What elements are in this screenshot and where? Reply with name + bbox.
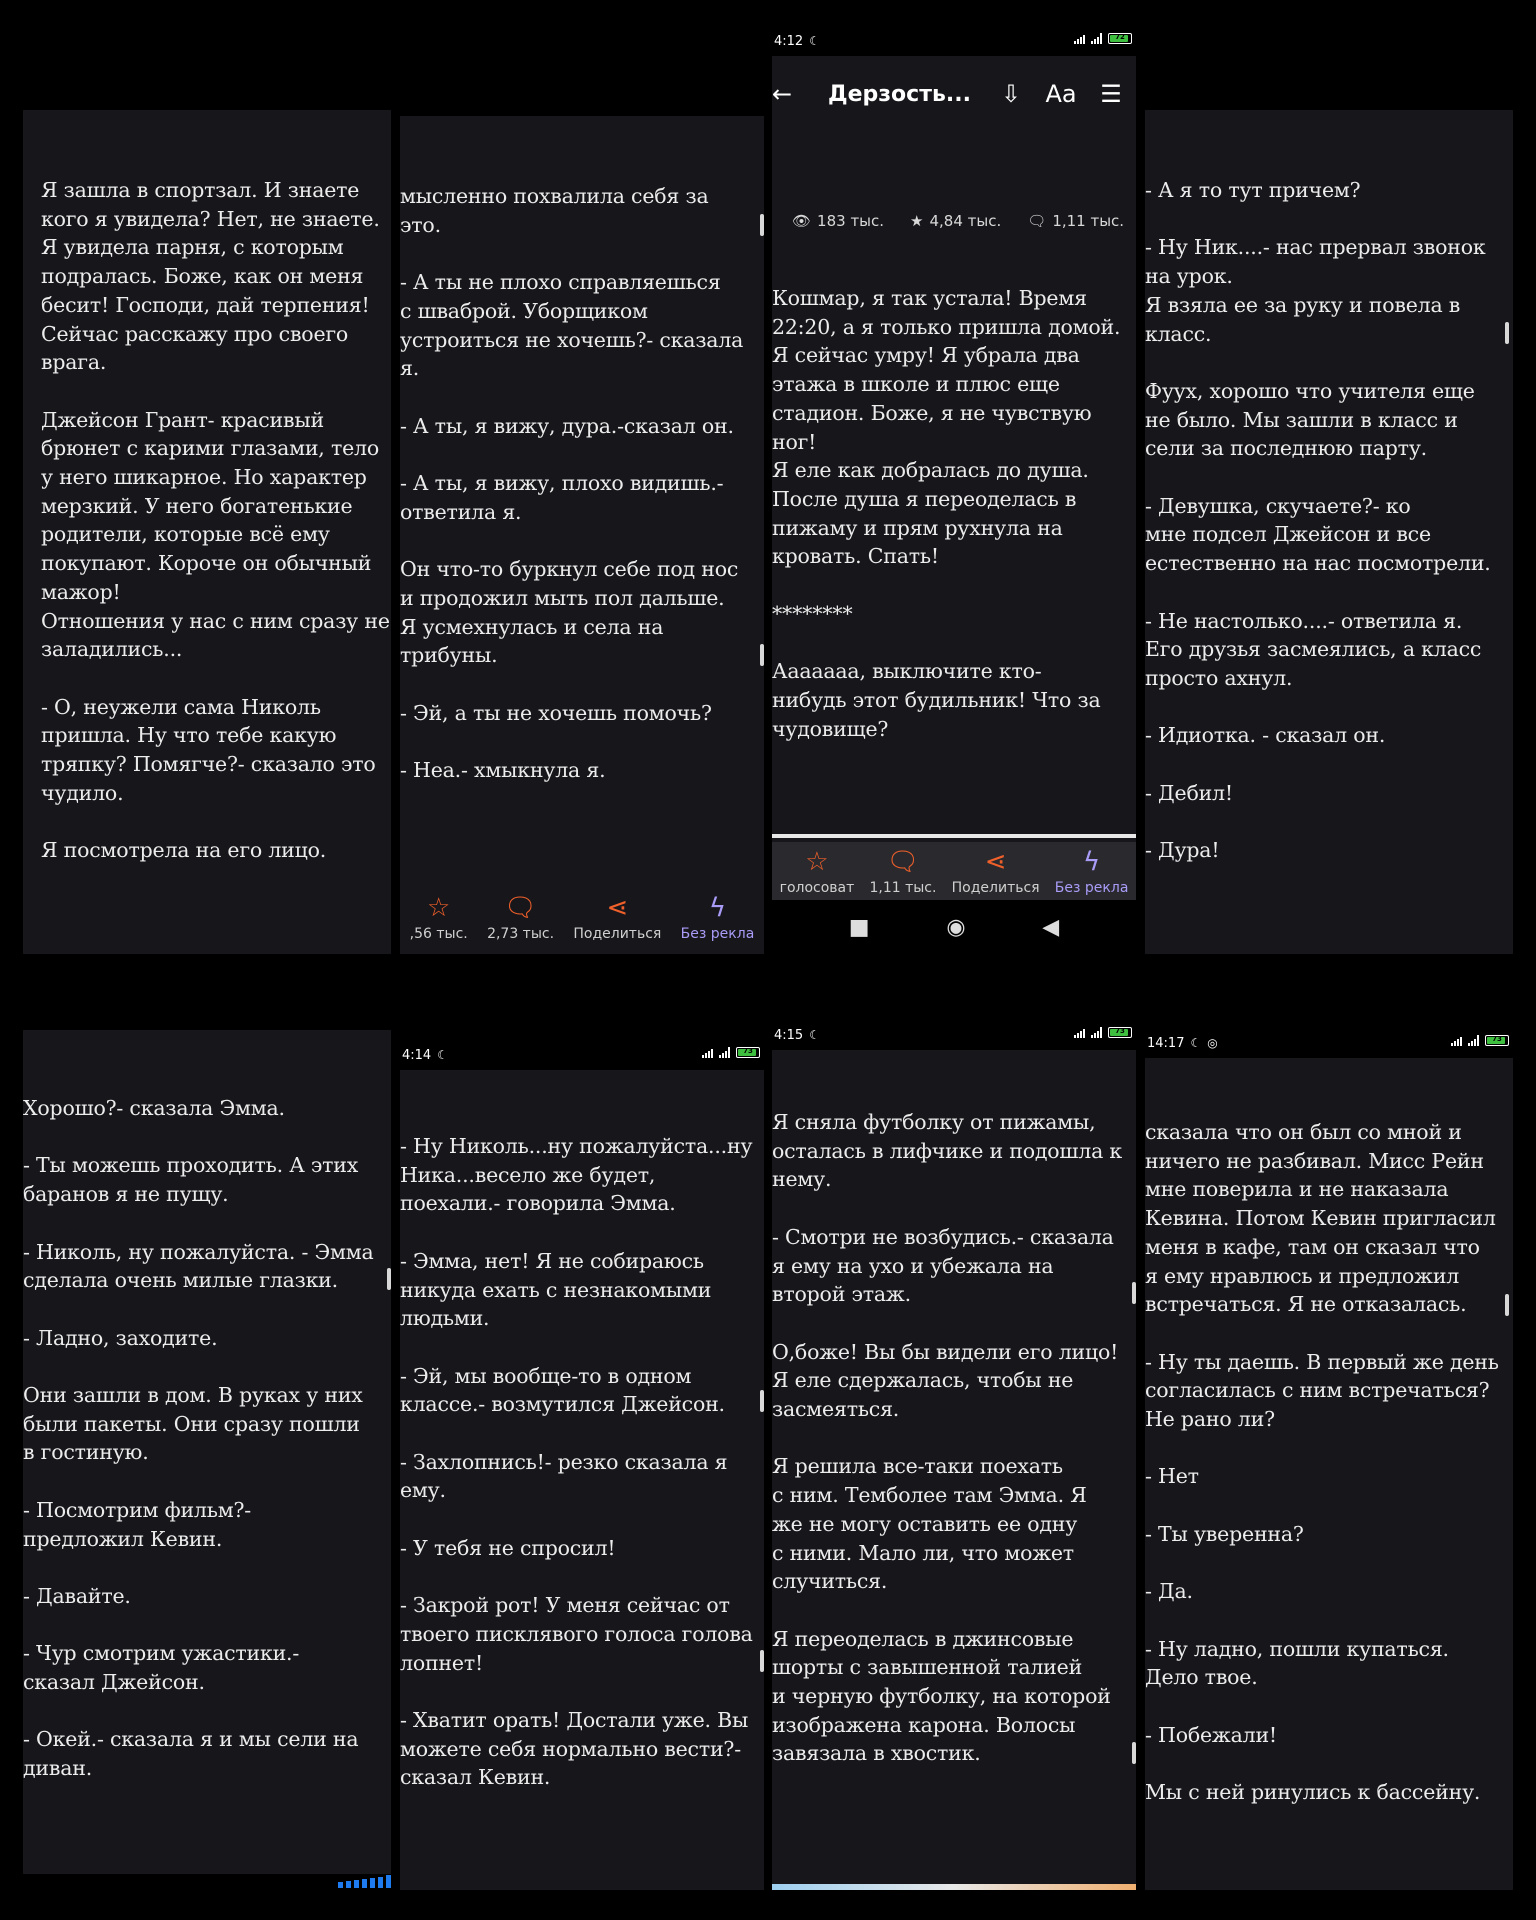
share-button[interactable] [573,894,661,942]
scrollbar-thumb[interactable] [1132,1742,1136,1764]
comments-button[interactable] [869,848,936,906]
reader-panel-3 [772,26,1136,954]
share-label: Поделиться [951,880,1040,896]
reader-panel-2 [400,116,764,954]
status-bar [772,1020,1136,1050]
no-ads-label: Без рекла [680,926,755,942]
scrollbar-thumb[interactable] [1505,1294,1509,1316]
signal-icon [1091,1027,1102,1038]
vote-label: голосоват [779,880,855,896]
story-stats [792,212,1124,230]
star-icon: ☆ [805,847,829,877]
reader-panel-7 [772,1020,1136,1890]
story-actions-bar [772,842,1136,906]
no-ads-button[interactable] [681,894,755,942]
vote-count: ,56 тыс. [409,926,468,942]
progress-divider [772,834,1136,838]
comments-count: 1,11 тыс. [869,880,937,896]
scrollbar-thumb[interactable] [760,1390,764,1412]
status-time: 14:17 [1147,1035,1185,1051]
story-text: - Ну Николь...ну пожалуйста...ну Ника...весело же будет, поехали.- говорила Эмма. - Эмма, нет! Я не собираюсь никуда ехать с незнакомыми людьми. - Эй, мы вообще-то в одном классе.- возмутился Джейсон. - Захлопнись!- резко сказала я ему. - У тебя не спросил! - Закрой рот! У меня сейчас от твоего писклявого голоса голова лопнет! - Хватит орать! Достали уже. Вы можете себя нормально вести?- сказал Кевин. [400,1134,753,1790]
signal-icon [1451,1035,1462,1046]
status-time: 4:14 [402,1047,432,1063]
story-text: сказала что он был со мной и ничего не разбивал. Мисс Рейн мне поверила и не наказала Кевина. Потом Кевин пригласил меня в кафе, там он сказал что я ему нравлюсь и предложил встречаться. Я не отказалась. - Ну ты даешь. В первый же день согласилась с ним встречаться? Не рано ли? - Нет - Ты уверенна? - Да. - Ну ладно, пошли купаться. Дело твое. - Побежали! Мы с ней ринулись к бассейну. [1145,1120,1499,1805]
back-arrow-icon[interactable]: ← [772,80,793,108]
scrollbar-thumb[interactable] [1505,322,1509,344]
download-icon[interactable]: ⇩ [1000,80,1022,108]
story-text: - А я то тут причем? - Ну Ник....- нас прервал звонок на урок. Я взяла ее за руку и повела в класс. Фуух, хорошо что учителя еще не было. Мы зашли в класс и сели за последнюю парту. - Девушка, скучаете?- ко мне подсел Джейсон и все естественно на нас посмотрели. - Не настолько....- ответила я. Его друзья засмеялись, а класс просто ахнул. - Идиотка. - сказал он. - Дебил! - Дура! [1145,178,1491,863]
signal-icon [1468,1035,1479,1046]
battery-icon: 72 [1108,33,1132,44]
vote-button[interactable] [410,894,468,942]
moon-icon: ☾ [437,1048,448,1062]
status-time: 4:12 [774,33,804,49]
story-actions-bar [400,894,764,942]
no-ads-label: Без рекла [1054,880,1129,896]
share-button[interactable] [952,848,1040,906]
signal-icon [719,1047,730,1058]
signal-icon [1074,33,1085,44]
story-title: Дерзость... [828,81,971,107]
bolt-icon: ϟ [1083,847,1101,877]
reader-panel-5 [23,1030,391,1874]
font-size-button[interactable]: Aa [1045,80,1077,108]
story-text: Хорошо?- сказала Эмма. - Ты можешь проходить. А этих баранов я не пущу. - Николь, ну пожалуйста. - Эмма сделала очень милые глазки. - Ладно, заходите. Они зашли в дом. В руках у них были пакеты. Они сразу пошли в гостиную. - Посмотрим фильм?- предложил Кевин. - Давайте. - Чур смотрим ужастики.- сказал Джейсон. - Окей.- сказала я и мы сели на диван. [23,1096,374,1781]
share-icon: ⋖ [984,847,1007,877]
story-text: мысленно похвалила себя за это. - А ты не плохо справляешься с шваброй. Уборщиком устроиться не хочешь?- сказала я. - А ты, я вижу, дура.-сказал он. - А ты, я вижу, плохо видишь.- ответила я. Он что-то буркнул себе под нос и продожил мыть пол дальше. Я усмехнулась и села на трибуны. - Эй, а ты не хочешь помочь? - Неа.- хмыкнула я. [400,184,744,783]
story-text: Я зашла в спортзал. И знаете кого я увидела? Нет, не знаете. Я увидела парня, с которым подралась. Боже, как он меня бесит! Господи, дай терпения! Сейчас расскажу про своего врага. Джейсон Грант- красивый брюнет с карими глазами, тело у него шикарное. Но характер мерзкий. У него богатенькие родители, которые всё ему покупают. Короче он обычный мажор! Отношения у нас с ним сразу не заладились... - О, неужели сама Николь пришла. Ну что тебе какую тряпку? Помягче?- сказало это чудило. Я посмотрела на его лицо. [41,178,390,863]
story-text: Кошмар, я так устала! Время 22:20, а я только пришла домой. Я сейчас умру! Я убрала два этажа в школе и плюс еще стадион. Боже, я не чувствую ног! Я еле как добралась до душа. После душа я переоделась в пижаму и прям рухнула на кровать. Спать! ******** Ааааааа, выключите кто- нибудь этот будильник! Что за чудовище? [772,286,1121,741]
share-icon: ⋖ [606,893,629,923]
comment-icon: 🗨 [504,893,538,923]
scrollbar-thumb[interactable] [760,1650,764,1672]
home-icon[interactable]: ◉ [946,914,966,940]
volume-indicator [338,1875,391,1888]
scrollbar-thumb[interactable] [387,1268,391,1290]
back-icon[interactable]: ◀ [1042,914,1060,940]
status-bar [772,26,1136,56]
system-nav-bar [772,900,1136,954]
status-bar [1145,1028,1513,1058]
signal-icon [1074,1027,1085,1038]
moon-icon: ☾ [809,34,820,48]
views-count: 183 тыс. [817,212,885,230]
reader-panel-1 [23,110,391,954]
scrollbar-thumb[interactable] [760,214,764,236]
star-icon: ☆ [427,893,451,923]
recents-icon[interactable]: ■ [848,914,870,940]
status-time: 4:15 [774,1027,804,1043]
story-text: Я сняла футболку от пижамы, осталась в лифчике и подошла к нему. - Смотри не возбудись.- сказала я ему на ухо и убежала на второй этаж. О,боже! Вы бы видели его лицо! Я еле сдержалась, чтобы не засмеяться. Я решила все-таки поехать с ним. Темболее там Эмма. Я же не могу оставить ее одну с ними. Мало ли, что может случиться. Я переоделась в джинсовые шорты с завышенной талией и черную футболку, на которой изображена карона. Волосы завязала в хвостик. [772,1110,1123,1766]
star-icon: ★ [910,212,924,230]
reader-top-bar [772,68,1136,120]
battery-icon: 73 [1485,1035,1509,1046]
moon-icon: ☾ [1190,1036,1202,1050]
scrollbar-thumb[interactable] [760,644,764,666]
comments-button[interactable] [487,894,554,942]
votes-count: 4,84 тыс. [929,212,1002,230]
reader-panel-4 [1145,110,1513,954]
signal-icon [1091,33,1102,44]
menu-list-icon[interactable]: ☰ [1100,80,1122,108]
battery-icon: 73 [1108,1027,1132,1038]
comment-icon: 🗨 [1027,212,1047,230]
bolt-icon: ϟ [708,893,727,923]
reader-panel-6 [400,1040,764,1890]
image-strip [772,1884,1136,1890]
battery-icon: 73 [736,1047,760,1058]
reader-panel-8 [1145,1028,1513,1890]
signal-icon [702,1047,713,1058]
no-ads-button[interactable] [1055,848,1129,906]
comments-count: 2,73 тыс. [487,926,555,942]
scrollbar-thumb[interactable] [1132,1282,1136,1304]
comments-count: 1,11 тыс. [1052,212,1125,230]
eye-icon: 👁 [792,212,812,230]
moon-icon: ☾ [809,1028,820,1042]
comment-icon: 🗨 [886,847,920,877]
whatsapp-icon: ◎ [1207,1036,1218,1050]
vote-button[interactable] [780,848,855,906]
share-label: Поделиться [573,926,662,942]
status-bar [400,1040,764,1070]
